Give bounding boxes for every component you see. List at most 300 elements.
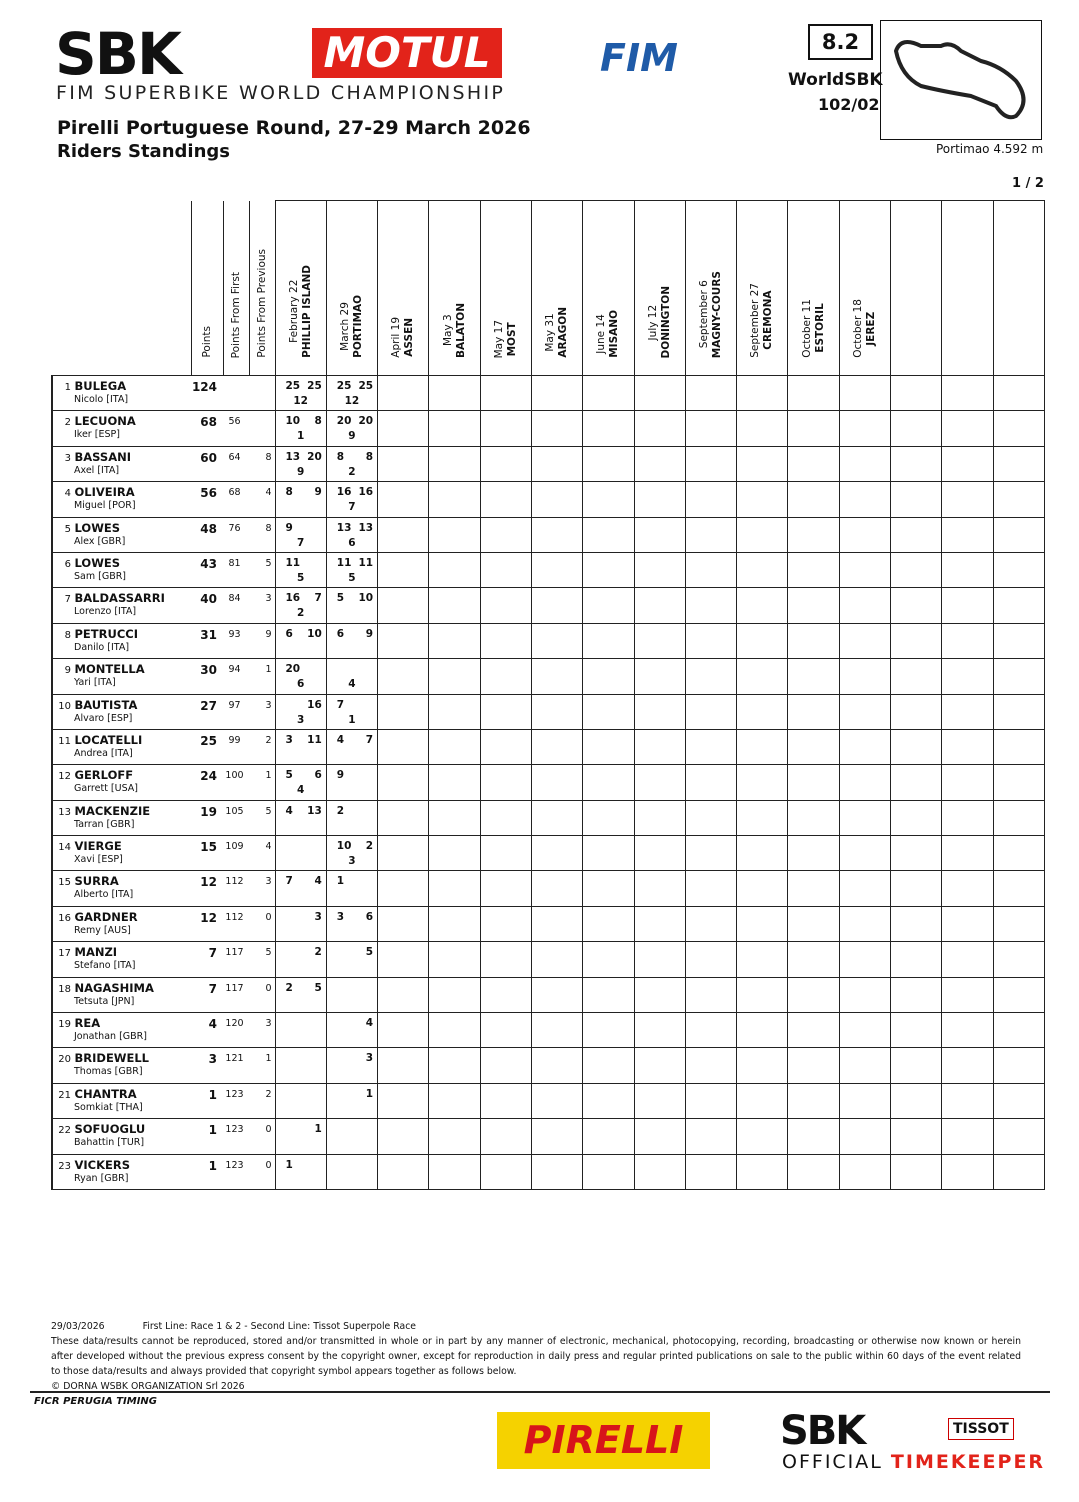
round-result [942, 588, 993, 623]
round-result [480, 765, 531, 800]
round-result [891, 1048, 942, 1083]
round-result [583, 1154, 634, 1189]
round-result [788, 765, 839, 800]
round-result [737, 446, 788, 481]
round-result [685, 1083, 736, 1118]
round-result [788, 871, 839, 906]
round-result [429, 446, 480, 481]
round-result [685, 376, 736, 411]
round-result: 5 [326, 942, 377, 977]
round-result: 3 6 [326, 906, 377, 941]
round-result [942, 906, 993, 941]
points-from-previous: 9 [249, 623, 275, 658]
round-result [993, 517, 1044, 552]
round-result [839, 871, 890, 906]
points: 19 [191, 800, 223, 835]
round-result [942, 765, 993, 800]
points-from-first: 94 [223, 659, 249, 694]
round-result [429, 552, 480, 587]
round-result [634, 588, 685, 623]
round-result [839, 411, 890, 446]
round-result [378, 552, 429, 587]
round-result [634, 977, 685, 1012]
round-header: March 29 PORTIMAO [326, 201, 377, 376]
round-result: 16 7 2 [275, 588, 326, 623]
points: 7 [191, 942, 223, 977]
round-result [788, 659, 839, 694]
table-row [52, 729, 1044, 764]
round-result [993, 1083, 1044, 1118]
round-result [993, 411, 1044, 446]
round-result: 5 10 [326, 588, 377, 623]
round-result: 8 9 [275, 482, 326, 517]
round-result [531, 694, 582, 729]
fim-logo: FIM [600, 36, 678, 80]
points-from-first: 99 [223, 729, 249, 764]
round-result [839, 376, 890, 411]
round-result [634, 871, 685, 906]
round-result [737, 1083, 788, 1118]
points-from-previous: 1 [249, 765, 275, 800]
round-result [942, 517, 993, 552]
round-result [891, 482, 942, 517]
round-result [737, 836, 788, 871]
round-header: October 18 JEREZ [839, 201, 890, 376]
round-result [429, 836, 480, 871]
rider-cell: 14 VIERGE Xavi [ESP] [52, 836, 191, 871]
round-result: 4 [326, 659, 377, 694]
round-result [429, 517, 480, 552]
round-result [891, 588, 942, 623]
tissot-logo: TISSOT [948, 1418, 1014, 1440]
round-result [531, 836, 582, 871]
round-result [634, 623, 685, 658]
round-result [737, 1119, 788, 1154]
round-result [839, 1083, 890, 1118]
round-result [531, 1119, 582, 1154]
points: 48 [191, 517, 223, 552]
round-result [788, 552, 839, 587]
round-result [480, 517, 531, 552]
round-result [531, 1048, 582, 1083]
round-result [531, 517, 582, 552]
round-result [788, 446, 839, 481]
round-result [583, 446, 634, 481]
rider-cell: 8 PETRUCCI Danilo [ITA] [52, 623, 191, 658]
rider-cell: 12 GERLOFF Garrett [USA] [52, 765, 191, 800]
round-result: 5 6 4 [275, 765, 326, 800]
points: 12 [191, 871, 223, 906]
round-result [993, 376, 1044, 411]
round-result [737, 906, 788, 941]
round-result [583, 906, 634, 941]
round-result [429, 623, 480, 658]
round-result [583, 942, 634, 977]
round-result [326, 977, 377, 1012]
points-from-previous: 3 [249, 588, 275, 623]
rider-cell: 1 BULEGA Nicolo [ITA] [52, 376, 191, 411]
round-result [737, 977, 788, 1012]
round-result [583, 588, 634, 623]
round-result [583, 517, 634, 552]
round-result [839, 1154, 890, 1189]
round-result [583, 729, 634, 764]
round-result [429, 977, 480, 1012]
round-result [685, 1048, 736, 1083]
table-row [52, 765, 1044, 800]
round-result [429, 1119, 480, 1154]
round-result: 20 20 9 [326, 411, 377, 446]
series-name: WorldSBK [788, 70, 883, 90]
track-map [880, 20, 1042, 140]
points-from-first: 123 [223, 1154, 249, 1189]
round-result [275, 1083, 326, 1118]
round-result: 7 1 [326, 694, 377, 729]
round-result [942, 1119, 993, 1154]
pirelli-logo: PIRELLI [497, 1412, 710, 1469]
round-result [480, 446, 531, 481]
points: 40 [191, 588, 223, 623]
round-result [429, 729, 480, 764]
round-result [788, 1119, 839, 1154]
round-result [480, 1013, 531, 1048]
document-number: 8.2 [808, 24, 873, 60]
round-result [993, 836, 1044, 871]
round-result [993, 729, 1044, 764]
round-result [634, 836, 685, 871]
round-header: May 31 ARAGON [531, 201, 582, 376]
round-result [839, 977, 890, 1012]
points: 60 [191, 446, 223, 481]
round-result [993, 1154, 1044, 1189]
rider-cell: 11 LOCATELLI Andrea [ITA] [52, 729, 191, 764]
round-result [378, 376, 429, 411]
round-result [685, 942, 736, 977]
round-result [993, 1048, 1044, 1083]
points: 4 [191, 1013, 223, 1048]
round-result: 1 [326, 1083, 377, 1118]
points: 1 [191, 1083, 223, 1118]
round-result [891, 729, 942, 764]
round-result [839, 942, 890, 977]
round-result [891, 800, 942, 835]
round-result [942, 1154, 993, 1189]
round-result [737, 765, 788, 800]
round-result [685, 659, 736, 694]
points-from-first: 117 [223, 977, 249, 1012]
round-result [891, 977, 942, 1012]
round-result [839, 906, 890, 941]
round-result [480, 871, 531, 906]
round-result [634, 376, 685, 411]
round-result: 2 [275, 942, 326, 977]
points-from-first: 123 [223, 1119, 249, 1154]
table-row [52, 1013, 1044, 1048]
round-result [788, 1013, 839, 1048]
round-result [531, 376, 582, 411]
round-result [788, 482, 839, 517]
round-result [839, 1048, 890, 1083]
round-result [788, 376, 839, 411]
round-result: 20 6 [275, 659, 326, 694]
round-result [378, 765, 429, 800]
round-result [737, 623, 788, 658]
round-result [685, 765, 736, 800]
round-result [942, 552, 993, 587]
round-result [685, 1154, 736, 1189]
round-result: 1 [275, 1119, 326, 1154]
table-row [52, 482, 1044, 517]
round-result [378, 1154, 429, 1189]
points: 12 [191, 906, 223, 941]
points-from-first: 64 [223, 446, 249, 481]
round-result [891, 1154, 942, 1189]
points-from-previous: 4 [249, 482, 275, 517]
round-result [891, 376, 942, 411]
round-result [737, 800, 788, 835]
round-result [583, 800, 634, 835]
rider-cell: 6 LOWES Sam [GBR] [52, 552, 191, 587]
table-row [52, 411, 1044, 446]
round-result: 9 [326, 765, 377, 800]
round-result [737, 729, 788, 764]
round-header: May 3 BALATON [429, 201, 480, 376]
round-result: 2 5 [275, 977, 326, 1012]
footer-date: 29/03/2026 [51, 1321, 105, 1332]
round-result [634, 517, 685, 552]
round-result [429, 376, 480, 411]
round-result [788, 1154, 839, 1189]
round-result [378, 1013, 429, 1048]
points: 68 [191, 411, 223, 446]
footer-legend: First Line: Race 1 & 2 - Second Line: Tissot Superpole Race [142, 1321, 417, 1332]
round-result [429, 871, 480, 906]
round-result [839, 800, 890, 835]
round-result [429, 482, 480, 517]
round-result [583, 1048, 634, 1083]
points-from-previous: 5 [249, 942, 275, 977]
round-result: 16 16 7 [326, 482, 377, 517]
round-result [634, 1083, 685, 1118]
round-result [737, 1013, 788, 1048]
points-from-first: 123 [223, 1083, 249, 1118]
round-result [429, 942, 480, 977]
round-result [326, 1119, 377, 1154]
points: 27 [191, 694, 223, 729]
table-row [52, 871, 1044, 906]
round-result [942, 1048, 993, 1083]
round-result [531, 765, 582, 800]
round-result [378, 1048, 429, 1083]
rider-cell: 20 BRIDEWELL Thomas [GBR] [52, 1048, 191, 1083]
rider-cell: 5 LOWES Alex [GBR] [52, 517, 191, 552]
round-result [634, 906, 685, 941]
points: 1 [191, 1119, 223, 1154]
round-result [378, 659, 429, 694]
round-result [993, 1119, 1044, 1154]
round-result [942, 1083, 993, 1118]
round-result [429, 906, 480, 941]
points-from-first: 76 [223, 517, 249, 552]
points-from-first [223, 376, 249, 411]
round-result [378, 942, 429, 977]
round-result [891, 765, 942, 800]
rider-cell: 21 CHANTRA Somkiat [THA] [52, 1083, 191, 1118]
points: 1 [191, 1154, 223, 1189]
round-result [275, 1013, 326, 1048]
round-header: April 19 ASSEN [378, 201, 429, 376]
track-map-icon [881, 21, 1041, 139]
round-result [531, 729, 582, 764]
from-first-header: Points From First [223, 201, 249, 376]
round-result [685, 588, 736, 623]
round-result [378, 482, 429, 517]
round-result [480, 942, 531, 977]
round-result [737, 517, 788, 552]
round-result [480, 977, 531, 1012]
table-row [52, 906, 1044, 941]
round-result: 7 4 [275, 871, 326, 906]
round-result: 1 [326, 871, 377, 906]
round-result [942, 623, 993, 658]
round-result [839, 588, 890, 623]
round-result [583, 871, 634, 906]
points-from-first: 56 [223, 411, 249, 446]
points: 15 [191, 836, 223, 871]
round-result: 16 3 [275, 694, 326, 729]
round-result [531, 552, 582, 587]
points-from-first: 81 [223, 552, 249, 587]
rider-cell: 22 SOFUOGLU Bahattin [TUR] [52, 1119, 191, 1154]
round-result [737, 411, 788, 446]
round-result [737, 376, 788, 411]
round-result [839, 517, 890, 552]
round-result: 3 11 [275, 729, 326, 764]
round-result [737, 1048, 788, 1083]
round-result [685, 411, 736, 446]
round-result [531, 977, 582, 1012]
table-row [52, 942, 1044, 977]
points-from-first: 109 [223, 836, 249, 871]
round-result [737, 871, 788, 906]
round-result [993, 482, 1044, 517]
round-result [942, 871, 993, 906]
points-from-previous [249, 376, 275, 411]
table-row [52, 836, 1044, 871]
table-row [52, 694, 1044, 729]
points-from-previous: 5 [249, 800, 275, 835]
round-result [891, 517, 942, 552]
round-result [942, 376, 993, 411]
round-result [993, 623, 1044, 658]
round-result [993, 800, 1044, 835]
round-result [429, 765, 480, 800]
round-result [839, 1013, 890, 1048]
round-result [891, 1119, 942, 1154]
round-result [737, 659, 788, 694]
round-result [788, 588, 839, 623]
points-from-previous: 0 [249, 977, 275, 1012]
round-result [737, 1154, 788, 1189]
round-result: 1 [275, 1154, 326, 1189]
points: 124 [191, 376, 223, 411]
round-result [378, 588, 429, 623]
round-result [378, 446, 429, 481]
round-result [378, 906, 429, 941]
points-from-previous: 0 [249, 1154, 275, 1189]
round-result [685, 800, 736, 835]
round-result [429, 1154, 480, 1189]
points-from-previous: 8 [249, 517, 275, 552]
round-result [429, 588, 480, 623]
round-result [429, 694, 480, 729]
table-row [52, 552, 1044, 587]
round-result [685, 1119, 736, 1154]
round-result [583, 552, 634, 587]
round-result [788, 836, 839, 871]
round-result [685, 482, 736, 517]
round-header: October 11 ESTORIL [788, 201, 839, 376]
round-result [634, 765, 685, 800]
round-result: 6 9 [326, 623, 377, 658]
round-result [480, 800, 531, 835]
table-row [52, 623, 1044, 658]
footer-text [51, 1319, 1021, 1394]
points-header: Points [191, 201, 223, 376]
round-result [531, 623, 582, 658]
round-header: May 17 MOST [480, 201, 531, 376]
table-row [52, 446, 1044, 481]
round-result: 4 13 [275, 800, 326, 835]
round-result [685, 977, 736, 1012]
rider-cell: 7 BALDASSARRI Lorenzo [ITA] [52, 588, 191, 623]
points: 25 [191, 729, 223, 764]
round-result [685, 517, 736, 552]
round-result [480, 623, 531, 658]
rider-cell: 13 MACKENZIE Tarran [GBR] [52, 800, 191, 835]
round-result [685, 552, 736, 587]
sbk-logo: SBK [55, 20, 180, 88]
round-result [480, 659, 531, 694]
round-result [685, 446, 736, 481]
round-result [531, 1013, 582, 1048]
round-result [531, 800, 582, 835]
round-result [480, 729, 531, 764]
points-from-previous: 8 [249, 446, 275, 481]
round-result: 10 2 3 [326, 836, 377, 871]
points-from-first: 93 [223, 623, 249, 658]
round-result [634, 1013, 685, 1048]
points-from-previous: 1 [249, 1048, 275, 1083]
round-header: July 12 DONINGTON [634, 201, 685, 376]
round-result [891, 871, 942, 906]
round-result: 4 7 [326, 729, 377, 764]
round-result [737, 482, 788, 517]
round-result [942, 729, 993, 764]
round-result [942, 482, 993, 517]
motul-logo: MOTUL [312, 28, 502, 78]
round-result [583, 623, 634, 658]
round-result: 6 10 [275, 623, 326, 658]
round-result [839, 694, 890, 729]
round-result [531, 659, 582, 694]
points-from-previous: 3 [249, 1013, 275, 1048]
points-from-first: 97 [223, 694, 249, 729]
points-from-first: 120 [223, 1013, 249, 1048]
round-result: 9 7 [275, 517, 326, 552]
round-result [429, 1013, 480, 1048]
round-result [993, 588, 1044, 623]
